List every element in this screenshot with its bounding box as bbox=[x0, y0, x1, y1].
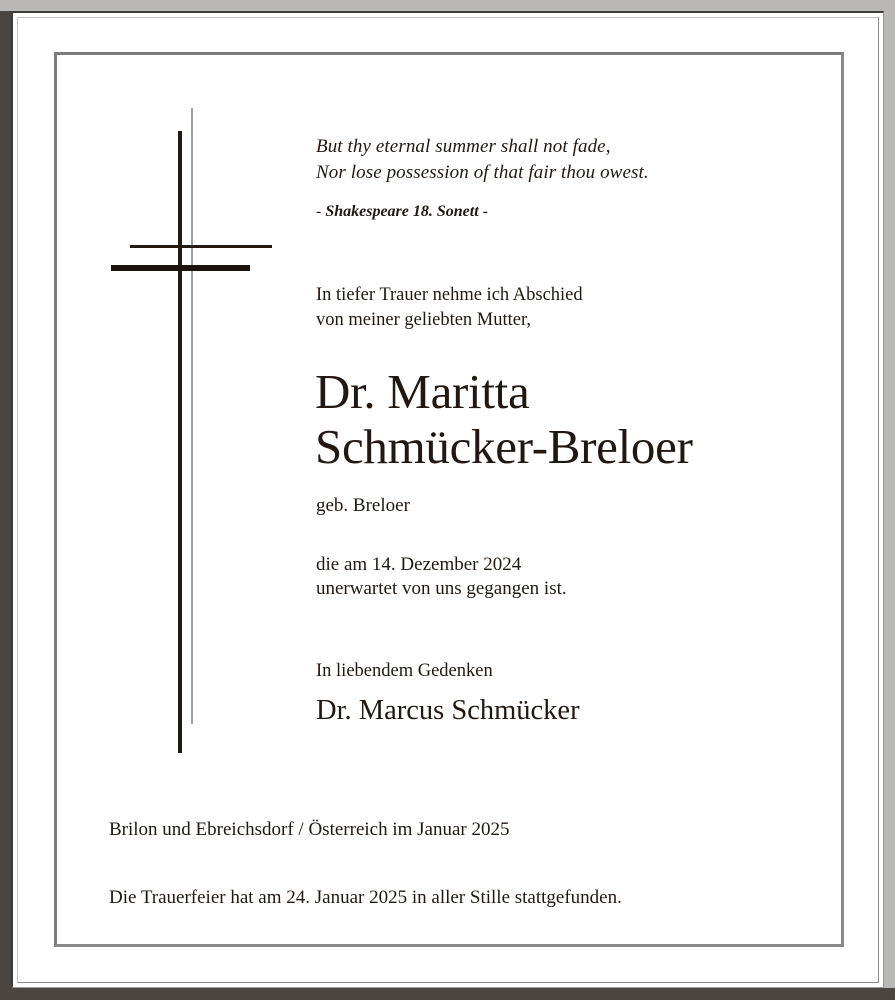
deceased-name-line1: Dr. Maritta bbox=[315, 364, 530, 419]
attribution-dash-left: - bbox=[316, 203, 326, 220]
place-and-date: Brilon und Ebreichsdorf / Österreich im Januar 2025 bbox=[109, 819, 510, 840]
signer-name: Dr. Marcus Schmücker bbox=[316, 695, 580, 726]
birth-name: geb. Breloer bbox=[316, 495, 410, 516]
intro-line: von meiner geliebten Mutter, bbox=[316, 310, 532, 330]
memorial-phrase: In liebendem Gedenken bbox=[316, 661, 493, 681]
cross-lower-crossbar bbox=[111, 265, 250, 271]
ceremony-notice: Die Trauerfeier hat am 24. Januar 2025 in aller Stille stattgefunden. bbox=[109, 887, 622, 908]
cross-upper-crossbar bbox=[130, 245, 272, 248]
frame-edge-top bbox=[0, 0, 895, 11]
frame-edge-right bbox=[884, 0, 895, 990]
farewell-intro bbox=[316, 283, 583, 333]
deceased-name-line2: Schmücker-Breloer bbox=[315, 419, 693, 474]
quote-line: But thy eternal summer shall not fade, bbox=[316, 136, 611, 157]
cross-vertical-beam bbox=[178, 131, 182, 753]
attribution-dash-right: - bbox=[478, 203, 488, 220]
frame-edge-bottom bbox=[0, 988, 895, 1000]
frame-edge-left bbox=[0, 11, 11, 1000]
deceased-name bbox=[315, 364, 693, 474]
obituary-card bbox=[54, 52, 844, 947]
intro-line: In tiefer Trauer nehme ich Abschied bbox=[316, 285, 583, 305]
sonnet-quote bbox=[316, 134, 649, 186]
quote-line: Nor lose possession of that fair thou owest. bbox=[316, 162, 649, 183]
death-line: unerwartet von uns gegangen ist. bbox=[316, 578, 567, 599]
death-statement bbox=[316, 553, 567, 601]
cross-shadow-vertical bbox=[191, 108, 193, 724]
attribution-source: Shakespeare 18. Sonett bbox=[325, 203, 479, 220]
death-line: die am 14. Dezember 2024 bbox=[316, 554, 522, 575]
quote-attribution bbox=[316, 202, 488, 222]
